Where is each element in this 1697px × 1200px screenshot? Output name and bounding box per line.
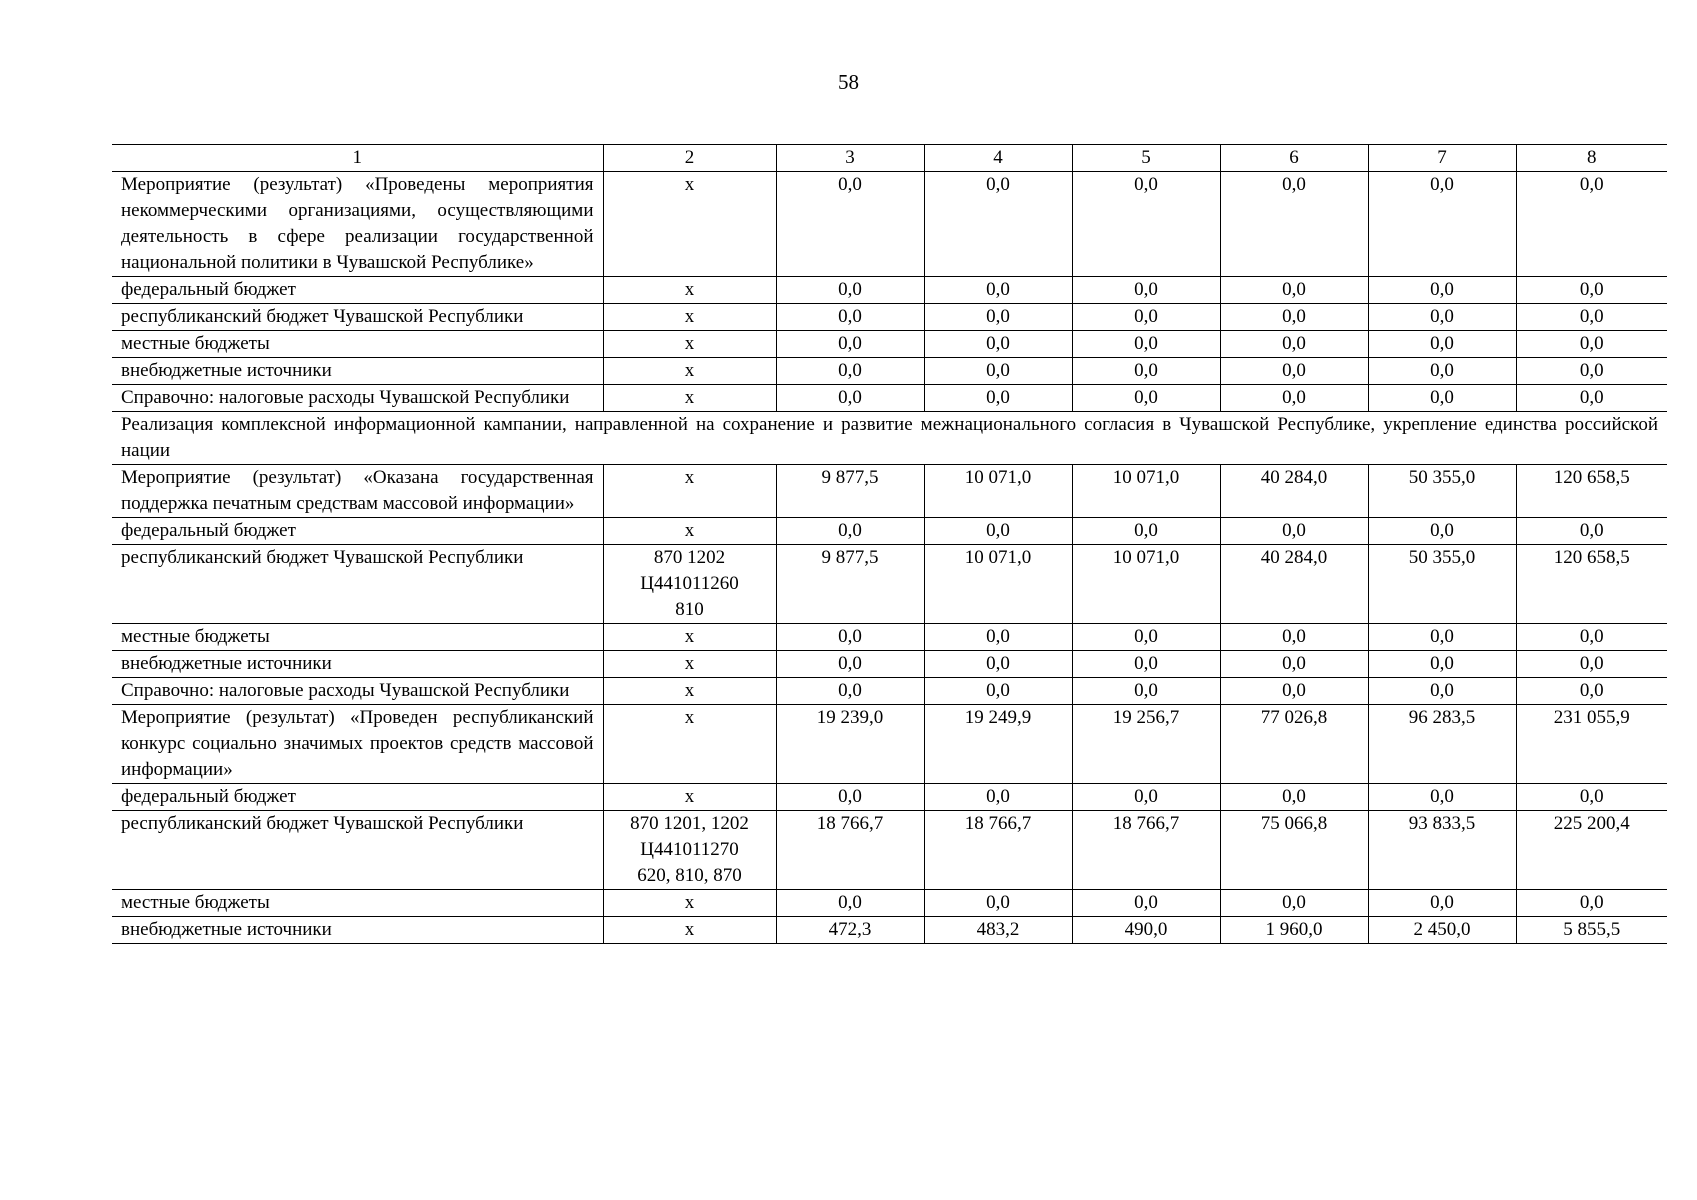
value-cell: 0,0	[776, 172, 924, 277]
table-row	[112, 651, 1667, 678]
table-row	[112, 890, 1667, 917]
row-label: республиканский бюджет Чувашской Республики	[112, 811, 603, 890]
budget-code-cell: х	[603, 385, 776, 412]
value-cell: 0,0	[1220, 304, 1368, 331]
row-label: Мероприятие (результат) «Оказана государственная поддержка печатным средствам массовой информации»	[112, 465, 603, 518]
value-cell: 50 355,0	[1368, 465, 1516, 518]
value-cell: 0,0	[1220, 385, 1368, 412]
value-cell: 0,0	[1220, 624, 1368, 651]
budget-code-cell: х	[603, 624, 776, 651]
value-cell: 19 239,0	[776, 705, 924, 784]
value-cell: 0,0	[1516, 890, 1667, 917]
value-cell: 483,2	[924, 917, 1072, 944]
value-cell: 96 283,5	[1368, 705, 1516, 784]
value-cell: 0,0	[776, 518, 924, 545]
value-cell: 5 855,5	[1516, 917, 1667, 944]
value-cell: 0,0	[924, 518, 1072, 545]
column-header: 2	[603, 145, 776, 172]
value-cell: 0,0	[1072, 358, 1220, 385]
table-row	[112, 518, 1667, 545]
value-cell: 0,0	[924, 678, 1072, 705]
value-cell: 0,0	[1516, 784, 1667, 811]
budget-code-cell: х	[603, 358, 776, 385]
value-cell: 0,0	[1368, 358, 1516, 385]
table-row	[112, 465, 1667, 518]
budget-code-cell: х	[603, 277, 776, 304]
value-cell: 0,0	[776, 277, 924, 304]
value-cell: 0,0	[924, 172, 1072, 277]
value-cell: 0,0	[1072, 624, 1220, 651]
value-cell: 10 071,0	[1072, 465, 1220, 518]
budget-code-cell: х	[603, 331, 776, 358]
value-cell: 19 249,9	[924, 705, 1072, 784]
value-cell: 93 833,5	[1368, 811, 1516, 890]
value-cell: 50 355,0	[1368, 545, 1516, 624]
budget-code-cell: х	[603, 465, 776, 518]
column-header: 6	[1220, 145, 1368, 172]
value-cell: 0,0	[1368, 624, 1516, 651]
budget-code-cell: х	[603, 678, 776, 705]
column-header: 4	[924, 145, 1072, 172]
budget-code-cell: х	[603, 172, 776, 277]
row-label: внебюджетные источники	[112, 917, 603, 944]
value-cell: 0,0	[924, 890, 1072, 917]
value-cell: 0,0	[1072, 172, 1220, 277]
value-cell: 0,0	[776, 624, 924, 651]
budget-code-cell: х	[603, 518, 776, 545]
value-cell: 19 256,7	[1072, 705, 1220, 784]
row-label: федеральный бюджет	[112, 784, 603, 811]
value-cell: 10 071,0	[1072, 545, 1220, 624]
row-label: Мероприятие (результат) «Проведен республиканский конкурс социально значимых проектов средств массовой информации»	[112, 705, 603, 784]
row-label: внебюджетные источники	[112, 651, 603, 678]
value-cell: 0,0	[776, 385, 924, 412]
value-cell: 0,0	[1220, 518, 1368, 545]
value-cell: 2 450,0	[1368, 917, 1516, 944]
value-cell: 0,0	[1516, 651, 1667, 678]
table-row	[112, 385, 1667, 412]
value-cell: 40 284,0	[1220, 545, 1368, 624]
value-cell: 0,0	[1368, 385, 1516, 412]
table-row	[112, 172, 1667, 277]
value-cell: 0,0	[1516, 624, 1667, 651]
value-cell: 75 066,8	[1220, 811, 1368, 890]
row-label: внебюджетные источники	[112, 358, 603, 385]
budget-code-cell: х	[603, 917, 776, 944]
table-row	[112, 678, 1667, 705]
budget-code-cell: х	[603, 784, 776, 811]
value-cell: 0,0	[924, 651, 1072, 678]
table-row	[112, 358, 1667, 385]
value-cell: 10 071,0	[924, 545, 1072, 624]
value-cell: 0,0	[1220, 358, 1368, 385]
value-cell: 0,0	[924, 277, 1072, 304]
value-cell: 0,0	[1516, 277, 1667, 304]
value-cell: 0,0	[1072, 890, 1220, 917]
value-cell: 0,0	[1516, 385, 1667, 412]
row-label: федеральный бюджет	[112, 277, 603, 304]
value-cell: 0,0	[1220, 651, 1368, 678]
column-header: 8	[1516, 145, 1667, 172]
value-cell: 0,0	[776, 358, 924, 385]
budget-code-cell: 870 1202 Ц441011260 810	[603, 545, 776, 624]
value-cell: 9 877,5	[776, 545, 924, 624]
column-header: 3	[776, 145, 924, 172]
value-cell: 0,0	[1220, 890, 1368, 917]
value-cell: 0,0	[1368, 304, 1516, 331]
table-row	[112, 545, 1667, 624]
row-label: местные бюджеты	[112, 624, 603, 651]
value-cell: 0,0	[1368, 784, 1516, 811]
value-cell: 0,0	[1368, 678, 1516, 705]
value-cell: 0,0	[1072, 304, 1220, 331]
table-row	[112, 304, 1667, 331]
section-title: Реализация комплексной информационной кампании, направленной на сохранение и развитие межнационального согласия в Чувашской Республике, укрепление единства российской нации	[112, 412, 1667, 465]
value-cell: 0,0	[1516, 304, 1667, 331]
value-cell: 0,0	[1072, 651, 1220, 678]
value-cell: 0,0	[1368, 890, 1516, 917]
value-cell: 0,0	[1072, 385, 1220, 412]
value-cell: 0,0	[924, 385, 1072, 412]
row-label: республиканский бюджет Чувашской Республики	[112, 304, 603, 331]
row-label: Мероприятие (результат) «Проведены мероприятия некоммерческими организациями, осуществляющими деятельность в сфере реализации государственной национальной политики в Чувашской Республике»	[112, 172, 603, 277]
page-number: 58	[838, 70, 859, 94]
budget-table	[112, 144, 1667, 944]
value-cell: 120 658,5	[1516, 545, 1667, 624]
value-cell: 10 071,0	[924, 465, 1072, 518]
table-row	[112, 277, 1667, 304]
row-label: местные бюджеты	[112, 890, 603, 917]
value-cell: 0,0	[1220, 678, 1368, 705]
value-cell: 18 766,7	[1072, 811, 1220, 890]
value-cell: 0,0	[776, 890, 924, 917]
row-label: республиканский бюджет Чувашской Республики	[112, 545, 603, 624]
value-cell: 490,0	[1072, 917, 1220, 944]
value-cell: 0,0	[1516, 678, 1667, 705]
section-row	[112, 412, 1667, 465]
value-cell: 0,0	[1516, 172, 1667, 277]
table-row	[112, 624, 1667, 651]
value-cell: 0,0	[776, 678, 924, 705]
value-cell: 0,0	[1072, 678, 1220, 705]
budget-code-cell: х	[603, 304, 776, 331]
value-cell: 0,0	[1072, 331, 1220, 358]
value-cell: 0,0	[776, 784, 924, 811]
value-cell: 18 766,7	[924, 811, 1072, 890]
value-cell: 0,0	[1072, 518, 1220, 545]
value-cell: 472,3	[776, 917, 924, 944]
value-cell: 0,0	[1368, 331, 1516, 358]
value-cell: 0,0	[924, 331, 1072, 358]
budget-table-body	[112, 145, 1667, 944]
value-cell: 0,0	[1368, 518, 1516, 545]
table-row	[112, 811, 1667, 890]
column-header: 5	[1072, 145, 1220, 172]
value-cell: 0,0	[1516, 518, 1667, 545]
value-cell: 225 200,4	[1516, 811, 1667, 890]
value-cell: 18 766,7	[776, 811, 924, 890]
value-cell: 231 055,9	[1516, 705, 1667, 784]
table-row	[112, 705, 1667, 784]
value-cell: 1 960,0	[1220, 917, 1368, 944]
budget-code-cell: 870 1201, 1202 Ц441011270 620, 810, 870	[603, 811, 776, 890]
value-cell: 0,0	[1220, 331, 1368, 358]
value-cell: 0,0	[1516, 358, 1667, 385]
value-cell: 0,0	[776, 304, 924, 331]
value-cell: 0,0	[924, 304, 1072, 331]
budget-code-cell: х	[603, 890, 776, 917]
table-row	[112, 331, 1667, 358]
value-cell: 40 284,0	[1220, 465, 1368, 518]
value-cell: 0,0	[776, 331, 924, 358]
value-cell: 0,0	[924, 624, 1072, 651]
row-label: Справочно: налоговые расходы Чувашской Республики	[112, 678, 603, 705]
value-cell: 0,0	[1072, 784, 1220, 811]
value-cell: 0,0	[776, 651, 924, 678]
value-cell: 0,0	[1220, 277, 1368, 304]
column-header: 1	[112, 145, 603, 172]
value-cell: 9 877,5	[776, 465, 924, 518]
row-label: федеральный бюджет	[112, 518, 603, 545]
value-cell: 0,0	[1516, 331, 1667, 358]
value-cell: 0,0	[1220, 784, 1368, 811]
value-cell: 0,0	[1368, 172, 1516, 277]
row-label: Справочно: налоговые расходы Чувашской Республики	[112, 385, 603, 412]
value-cell: 0,0	[924, 358, 1072, 385]
table-header-row	[112, 145, 1667, 172]
column-header: 7	[1368, 145, 1516, 172]
value-cell: 77 026,8	[1220, 705, 1368, 784]
budget-code-cell: х	[603, 705, 776, 784]
value-cell: 120 658,5	[1516, 465, 1667, 518]
value-cell: 0,0	[1368, 651, 1516, 678]
value-cell: 0,0	[1220, 172, 1368, 277]
value-cell: 0,0	[1072, 277, 1220, 304]
table-row	[112, 784, 1667, 811]
budget-code-cell: х	[603, 651, 776, 678]
value-cell: 0,0	[924, 784, 1072, 811]
table-row	[112, 917, 1667, 944]
value-cell: 0,0	[1368, 277, 1516, 304]
row-label: местные бюджеты	[112, 331, 603, 358]
